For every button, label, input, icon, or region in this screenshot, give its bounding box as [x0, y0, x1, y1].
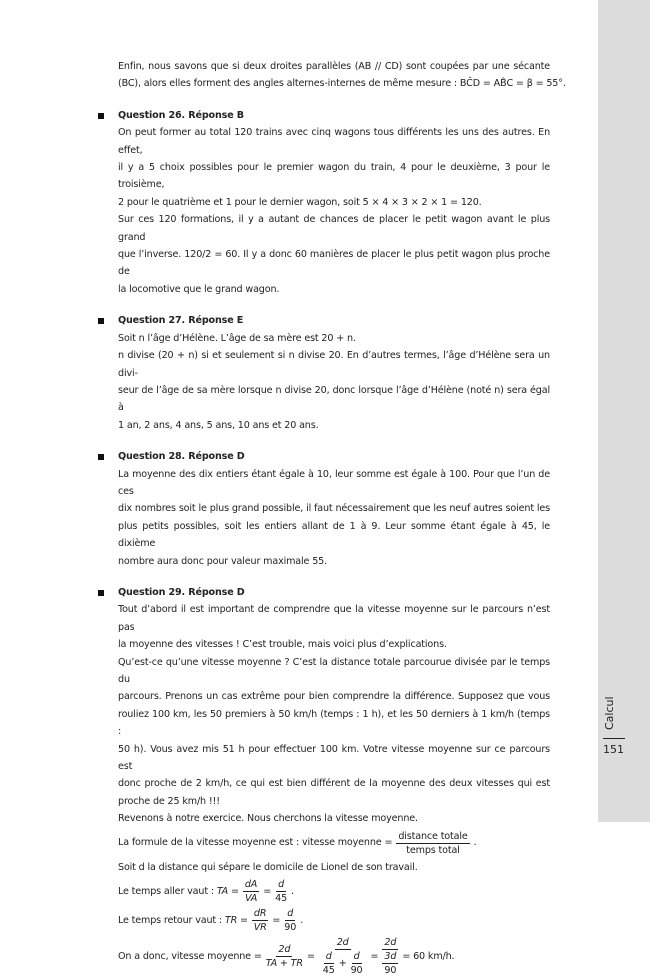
text-line: Enfin, nous savons que si deux droites parallèles (AB // CD) sont coupées par une sécante	[118, 61, 550, 72]
numerator: 2d	[278, 944, 291, 956]
text-line: (BC), alors elles forment des angles alternes-internes de même mesure : BĈD = AB̂C = β = 55°.	[118, 78, 566, 90]
text-line: 50 h). Vous avez mis 51 h pour effectuer 100 km. Votre vitesse moyenne sur ce parcours est	[118, 743, 550, 773]
question-title: Question 26. Réponse B	[118, 109, 244, 121]
lhs: TR =	[224, 914, 248, 926]
numerator: 2d	[336, 937, 349, 949]
text-line: Soit d la distance qui sépare le domicile de Lionel de son travail.	[118, 861, 418, 873]
text-line: la moyenne des vitesses ! C’est trouble, mais voici plus d’explications.	[118, 639, 447, 651]
text-line: 2 pour le quatrième et 1 pour le dernier wagon, soit 5 × 4 × 3 × 2 × 1 = 120.	[118, 196, 482, 208]
result: = 60 km/h.	[402, 950, 455, 962]
text-line: La moyenne des dix entiers étant égale à 10, leur somme est égale à 100. Pour que l’un de ces	[118, 468, 550, 497]
question-title: Question 29. Réponse D	[118, 586, 245, 598]
text-line: dix nombres soit le plus grand possible, il faut nécessairement que les neuf autres soient les	[118, 503, 550, 515]
bullet-icon	[98, 113, 104, 119]
divider	[603, 738, 625, 739]
formula-line: La formule de la vitesse moyenne est : vitesse moyenne = $\frac{\text{distance totale}}{\text{temps total}}$ .	[118, 830, 477, 856]
denominator: 45	[275, 893, 288, 905]
question-section	[118, 107, 550, 298]
bullet-icon	[98, 318, 104, 324]
text-line: la locomotive que le grand wagon.	[118, 283, 280, 295]
numerator: 2d	[384, 937, 397, 949]
denominator: 45	[322, 965, 335, 977]
text-line: seur de l’âge de sa mère lorsque n divise 20, donc lorsque l’âge d’Hélène (noté n) sera égal à	[118, 384, 550, 414]
numerator: distance totale	[398, 830, 468, 842]
numerator: d	[278, 879, 285, 891]
text-line: 1 an, 2 ans, 4 ans, 5 ans, 10 ans et 20 ans.	[118, 419, 319, 431]
chapter-label: Calcul	[603, 696, 616, 730]
denominator: 90	[350, 965, 363, 977]
numerator: dA	[244, 879, 258, 891]
text-line: rouliez 100 km, les 50 premiers à 50 km/h (temps : 1 h), et les 50 derniers à 1 km/h (temps :	[118, 708, 550, 738]
numerator: d	[353, 951, 360, 963]
denominator: VA	[244, 893, 258, 905]
text-line: il y a 5 choix possibles pour le premier wagon du train, 4 pour le deuxième, 3 pour le troisième,	[118, 162, 550, 191]
text-line: Sur ces 120 formations, il y a autant de chances de placer le petit wagon avant le plus grand	[118, 214, 550, 243]
page-number: 151	[603, 743, 624, 756]
denominator: 90	[284, 922, 297, 934]
text-line: plus petits possibles, soit les entiers allant de 1 à 9. Leur somme étant égale à 45, le dixième	[118, 520, 550, 550]
text-line: que l’inverse. 120/2 = 60. Il y a donc 60 manières de placer le plus petit wagon plus proche de	[118, 249, 550, 278]
text-line: On peut former au total 120 trains avec cinq wagons tous différents les uns des autres. En effet,	[118, 127, 550, 156]
result-line: On a donc, vitesse moyenne = $\frac{2d}{TA + TR}$ = 2d $\frac{d}{45}$ + $\frac{d}{90}$ = $\frac{2d}{\frac{3d}{90}}$ = 60 km/h.	[118, 937, 455, 977]
question-section	[118, 448, 550, 570]
question-title: Question 28. Réponse D	[118, 451, 245, 463]
question-section	[118, 584, 550, 828]
math-block	[118, 830, 550, 977]
text-line: Tout d’abord il est important de comprendre que la vitesse moyenne sur le parcours n’est pas	[118, 604, 550, 633]
text-line: n divise (20 + n) si et seulement si n divise 20. En d’autres termes, l’âge d’Hélène sera un divi-	[118, 350, 550, 379]
bullet-icon	[98, 454, 104, 460]
label: Le temps retour vaut :	[118, 914, 222, 926]
text-line: donc proche de 2 km/h, ce qui est bien différent de la moyenne des deux vitesses qui est	[118, 778, 550, 790]
question-section	[118, 312, 550, 434]
question-title: Question 27. Réponse E	[118, 315, 244, 327]
page-body	[118, 58, 566, 979]
lhs: TA =	[216, 885, 239, 897]
label: On a donc, vitesse moyenne =	[118, 950, 262, 962]
denominator: VR	[253, 922, 267, 934]
text-line: nombre aura donc pour valeur maximale 55.	[118, 555, 328, 567]
aller-line: Le temps aller vaut : TA = $\frac{dA}{VA}$ = $\frac{d}{45}$ .	[118, 879, 294, 905]
fraction	[396, 830, 469, 857]
bullet-icon	[98, 590, 104, 596]
intro-paragraph	[118, 58, 566, 93]
denominator: TA + TR	[265, 958, 303, 970]
label: Le temps aller vaut :	[118, 885, 214, 897]
text-line: Soit n l’âge d’Hélène. L’âge de sa mère est 20 + n.	[118, 332, 356, 344]
denominator: 90	[384, 965, 397, 977]
retour-line: Le temps retour vaut : TR = $\frac{dR}{VR}$ = $\frac{d}{90}$ .	[118, 908, 304, 934]
numerator: d	[325, 951, 332, 963]
numerator: dR	[253, 908, 267, 920]
text-line: parcours. Prenons un cas extrême pour bien comprendre la différence. Supposez que vous	[118, 691, 550, 703]
text-line: proche de 25 km/h !!!	[118, 795, 220, 807]
text-line: Qu’est-ce qu’une vitesse moyenne ? C’est la distance totale parcourue divisée par le temps du	[118, 656, 550, 685]
formula-label: La formule de la vitesse moyenne est : vitesse moyenne =	[118, 837, 393, 849]
text-line: Revenons à notre exercice. Nous cherchons la vitesse moyenne.	[118, 813, 418, 825]
denominator: temps total	[406, 844, 460, 856]
numerator: 3d	[384, 951, 397, 963]
numerator: d	[287, 908, 294, 920]
